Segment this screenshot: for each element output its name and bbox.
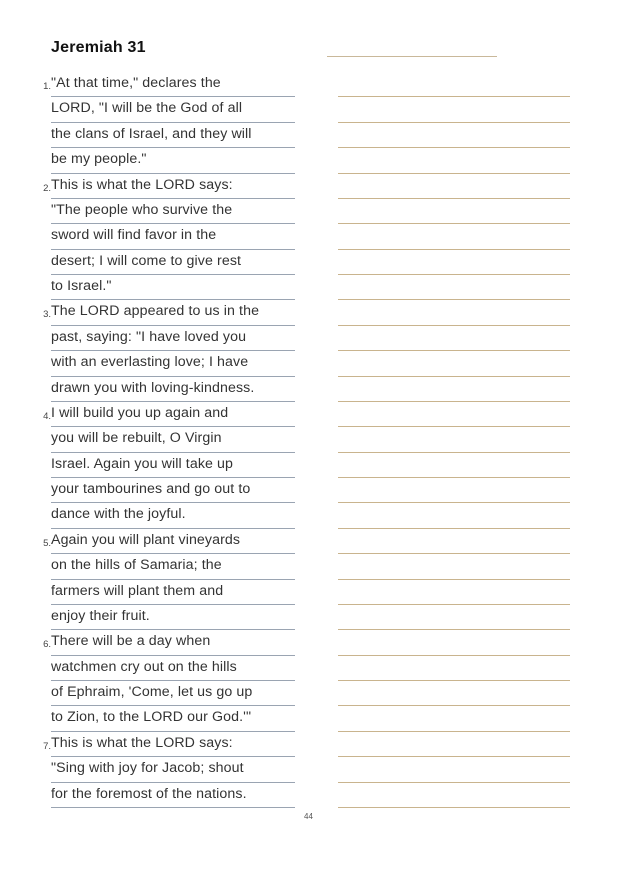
- verse-text: This is what the LORD says:: [51, 734, 233, 751]
- writing-line: [338, 250, 570, 275]
- verse-line: [38, 580, 298, 605]
- verse-line: [38, 250, 298, 275]
- verse-line: [38, 681, 298, 706]
- writing-line: [338, 630, 570, 655]
- verse-text: of Ephraim, 'Come, let us go up: [51, 684, 253, 700]
- verse-text: watchmen cry out on the hills: [51, 658, 237, 675]
- writing-line: [338, 351, 570, 376]
- scripture-text-column: [38, 72, 298, 808]
- writing-line: [338, 174, 570, 199]
- name-line: [327, 56, 497, 57]
- verse-text: to Zion, to the LORD our God.'": [51, 709, 252, 726]
- verse-number: 3.: [43, 309, 51, 321]
- verse-text: past, saying: "I have loved you: [51, 328, 247, 345]
- writing-line: [338, 529, 570, 554]
- verse-line: [38, 783, 298, 808]
- verse-text: dance with the joyful.: [51, 506, 186, 523]
- page-number: 44: [304, 812, 313, 821]
- verse-line: [38, 757, 298, 782]
- verse-line: [38, 706, 298, 731]
- writing-line: [338, 326, 570, 351]
- verse-text: be my people.": [51, 151, 147, 168]
- verse-text: Again you will plant vineyards: [51, 531, 241, 548]
- writing-line: [338, 554, 570, 579]
- verse-number: 4.: [43, 410, 51, 422]
- verse-line: [38, 224, 298, 249]
- verse-text: Israel. Again you will take up: [51, 455, 234, 472]
- verse-text: sword will find favor in the: [51, 227, 217, 244]
- verse-line: [38, 351, 298, 376]
- verse-text: on the hills of Samaria; the: [51, 557, 222, 574]
- writing-line: [338, 123, 570, 148]
- verse-line: [38, 97, 298, 122]
- verse-line: [38, 174, 298, 199]
- writing-line: [338, 377, 570, 402]
- verse-text: LORD, "I will be the God of all: [51, 100, 243, 117]
- writing-line: [338, 783, 570, 808]
- writing-line: [338, 97, 570, 122]
- page-title: Jeremiah 31: [51, 39, 146, 56]
- verse-line: [38, 300, 298, 325]
- verse-line: [38, 630, 298, 655]
- verse-line: [38, 478, 298, 503]
- writing-line: [338, 199, 570, 224]
- verse-line: [38, 402, 298, 427]
- writing-line: [338, 503, 570, 528]
- verse-text: to Israel.": [51, 278, 112, 294]
- verse-text: "Sing with joy for Jacob; shout: [51, 760, 244, 777]
- verse-number: 7.: [43, 740, 51, 752]
- verse-line: [38, 326, 298, 351]
- writing-line: [338, 580, 570, 605]
- verse-line: [38, 427, 298, 452]
- verse-text: There will be a day when: [51, 633, 211, 650]
- writing-line: [338, 148, 570, 173]
- writing-lines-column: [338, 72, 570, 808]
- verse-text: you will be rebuilt, O Virgin: [51, 430, 222, 447]
- verse-text: "At that time," declares the: [51, 75, 221, 91]
- verse-text: for the foremost of the nations.: [51, 785, 247, 802]
- writing-line-rule: [338, 807, 570, 808]
- verse-text: This is what the LORD says:: [51, 176, 233, 193]
- writing-line: [338, 72, 570, 97]
- verse-line: [38, 732, 298, 757]
- verse-text: desert; I will come to give rest: [51, 252, 242, 269]
- writing-line: [338, 453, 570, 478]
- verse-text: I will build you up again and: [51, 404, 229, 421]
- verse-line: [38, 554, 298, 579]
- verse-line: [38, 72, 298, 97]
- writing-line: [338, 402, 570, 427]
- verse-number: 6.: [43, 639, 51, 651]
- verse-number: 5.: [43, 537, 51, 549]
- writing-line: [338, 605, 570, 630]
- writing-line: [338, 757, 570, 782]
- verse-text: The LORD appeared to us in the: [51, 303, 260, 320]
- verse-text: with an everlasting love; I have: [51, 354, 249, 371]
- writing-line: [338, 681, 570, 706]
- verse-line: [38, 453, 298, 478]
- writing-line: [338, 300, 570, 325]
- verse-line: [38, 529, 298, 554]
- verse-line: [38, 148, 298, 173]
- writing-line: [338, 275, 570, 300]
- verse-line: [38, 605, 298, 630]
- verse-number: 1.: [43, 81, 51, 92]
- verse-line: [38, 123, 298, 148]
- writing-line: [338, 478, 570, 503]
- verse-text: the clans of Israel, and they will: [51, 125, 252, 142]
- writing-line: [338, 656, 570, 681]
- verse-line: [38, 377, 298, 402]
- text-underline: [51, 807, 295, 808]
- verse-line: [38, 503, 298, 528]
- verse-text: drawn you with loving-kindness.: [51, 379, 255, 396]
- verse-line: [38, 656, 298, 681]
- writing-line: [338, 427, 570, 452]
- verse-line: [38, 275, 298, 300]
- writing-line: [338, 732, 570, 757]
- verse-text: farmers will plant them and: [51, 582, 224, 599]
- verse-line: [38, 199, 298, 224]
- verse-text: "The people who survive the: [51, 201, 233, 218]
- verse-text: enjoy their fruit.: [51, 607, 150, 624]
- verse-number: 2.: [43, 182, 51, 194]
- writing-line: [338, 706, 570, 731]
- writing-line: [338, 224, 570, 249]
- verse-text: your tambourines and go out to: [51, 481, 251, 497]
